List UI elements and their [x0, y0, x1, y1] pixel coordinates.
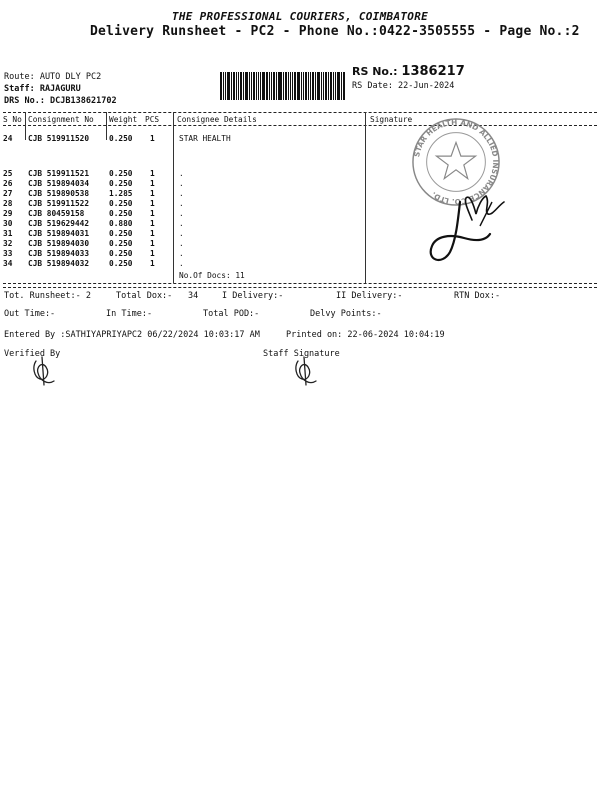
cell-weight: 0.250 [109, 249, 133, 258]
cell-sno: 34 [3, 259, 13, 268]
verifier-initials [28, 355, 58, 387]
cell-consignee: . [179, 249, 184, 258]
out-time: Out Time:- [4, 309, 56, 319]
cell-consignment: CJB 80459158 [28, 209, 85, 218]
barcode-bar [328, 72, 329, 100]
total-dox-value: 34 [188, 291, 199, 301]
staff-label: Staff: RAJAGURU [4, 84, 81, 94]
barcode-bar [333, 72, 334, 100]
barcode-bar [236, 72, 237, 100]
col-header-pcs: PCS [145, 115, 160, 124]
cell-sno: 25 [3, 169, 13, 178]
barcode-bar [271, 72, 272, 100]
delvy-points: Delvy Points:- [310, 309, 382, 319]
no-of-docs: No.Of Docs: 11 [179, 271, 245, 280]
ii-delivery: II Delivery:- [336, 291, 403, 301]
cell-weight: 0.250 [109, 169, 133, 178]
cell-consignee: . [179, 209, 184, 218]
col-header-sno: S No [3, 115, 22, 124]
company-title: THE PROFESSIONAL COURIERS, COIMBATORE [171, 10, 429, 23]
cell-sno: 29 [3, 209, 13, 218]
cell-sno: 30 [3, 219, 13, 228]
cell-consignment: CJB 519894031 [28, 229, 90, 238]
cell-weight: 0.880 [109, 219, 133, 228]
in-time: In Time:- [106, 309, 153, 319]
total-pod: Total POD:- [203, 309, 260, 319]
barcode-bar [253, 72, 255, 100]
cell-consignment: CJB 519894033 [28, 249, 90, 258]
cell-consignment: CJB 519894032 [28, 259, 90, 268]
recipient-signature [420, 180, 520, 270]
cell-sno: 24 [3, 134, 13, 143]
cell-weight: 0.250 [109, 199, 133, 208]
barcode-bar [243, 72, 244, 100]
barcode-bar [251, 72, 252, 100]
staff-signature-label: Staff Signature [263, 349, 340, 359]
rs-number [352, 64, 465, 79]
i-delivery: I Delivery:- [222, 291, 284, 301]
cell-sno: 32 [3, 239, 13, 248]
cell-pcs: 1 [150, 259, 155, 268]
cell-consignment: CJB 519894030 [28, 239, 90, 248]
col-divider [106, 112, 107, 140]
barcode-bar [315, 72, 316, 100]
barcode-bar [308, 72, 309, 100]
tot-runsheet: Tot. Runsheet:- 2 [4, 291, 91, 301]
barcode-bar [305, 72, 307, 100]
barcode-bar [323, 72, 324, 100]
cell-consignee: . [179, 189, 184, 198]
route-label: Route: AUTO DLY PC2 [4, 72, 102, 82]
total-dox-label: Total Dox:- [116, 291, 173, 301]
barcode-bar [231, 72, 232, 100]
barcode-bar [245, 72, 248, 100]
cell-consignee: . [179, 219, 184, 228]
table-bottom-line [3, 283, 597, 284]
barcode-bar [343, 72, 345, 100]
barcode-bar [317, 72, 320, 100]
verified-by-label: Verified By [4, 349, 61, 359]
cell-consignee: . [179, 169, 184, 178]
cell-consignment: CJB 519911522 [28, 199, 90, 208]
table-header-line [3, 125, 597, 126]
totals-separator [3, 287, 597, 288]
barcode-bar [292, 72, 293, 100]
barcode-bar [279, 72, 282, 100]
cell-sno: 27 [3, 189, 13, 198]
cell-consignee: STAR HEALTH [179, 134, 231, 143]
cell-consignment: CJB 519890538 [28, 189, 90, 198]
barcode-bar [301, 72, 302, 100]
barcode-bar [227, 72, 230, 100]
barcode-bar [303, 72, 304, 100]
entered-by: Entered By :SATHIYAPRIYAPC2 06/22/2024 10:03:17 AM [4, 330, 260, 340]
cell-sno: 28 [3, 199, 13, 208]
cell-consignee: . [179, 199, 184, 208]
barcode-bar [341, 72, 342, 100]
runsheet-title: Delivery Runsheet - PC2 - Phone No.:0422-3505555 - Page No.:2 [90, 24, 580, 39]
barcode-bar [225, 72, 226, 100]
col-divider [25, 112, 26, 140]
barcode-bar [278, 72, 279, 100]
cell-consignee: . [179, 259, 184, 268]
barcode-bar [335, 72, 336, 100]
cell-consignment: CJB 519911520 [28, 134, 90, 143]
barcode-bar [297, 72, 300, 100]
cell-pcs: 1 [150, 219, 155, 228]
col-header-consignee: Consignee Details [177, 115, 257, 124]
barcode-bar [337, 72, 340, 100]
barcode-bar [330, 72, 332, 100]
barcode-bar [276, 72, 277, 100]
barcode-bar [312, 72, 314, 100]
barcode-bar [266, 72, 268, 100]
printed-on: Printed on: 22-06-2024 10:04:19 [286, 330, 445, 340]
barcode-bar [285, 72, 287, 100]
cell-pcs: 1 [150, 239, 155, 248]
barcode-bar [288, 72, 289, 100]
cell-pcs: 1 [150, 169, 155, 178]
col-header-signature: Signature [370, 115, 413, 124]
cell-weight: 1.285 [109, 189, 133, 198]
cell-weight: 0.250 [109, 209, 133, 218]
star-icon [436, 142, 475, 178]
barcode-bar [233, 72, 235, 100]
rtn-dox: RTN Dox:- [454, 291, 501, 301]
rs-number-value: 1386217 [401, 64, 465, 79]
col-header-consignment: Consignment No [28, 115, 94, 124]
cell-pcs: 1 [150, 134, 155, 143]
col-header-weight: Weight [109, 115, 138, 124]
cell-weight: 0.250 [109, 134, 133, 143]
cell-pcs: 1 [150, 229, 155, 238]
cell-sno: 33 [3, 249, 13, 258]
cell-weight: 0.250 [109, 229, 133, 238]
barcode-bar [238, 72, 239, 100]
table-top-line [3, 112, 597, 113]
barcode-bar [273, 72, 275, 100]
barcode-bar [310, 72, 311, 100]
cell-consignee: . [179, 239, 184, 248]
cell-pcs: 1 [150, 179, 155, 188]
rs-number-label: RS No.: [352, 65, 398, 78]
barcode-bar [223, 72, 224, 100]
barcode-bar [290, 72, 291, 100]
cell-weight: 0.250 [109, 179, 133, 188]
barcode-bar [321, 72, 322, 100]
cell-consignment: CJB 519894034 [28, 179, 90, 188]
barcode-bar [283, 72, 284, 100]
drs-number: DRS No.: DCJB138621702 [4, 96, 117, 106]
col-divider [173, 112, 174, 283]
cell-consignee: . [179, 229, 184, 238]
barcode-bar [262, 72, 265, 100]
barcode-bar [269, 72, 270, 100]
barcode-bar [256, 72, 257, 100]
cell-consignee: . [179, 179, 184, 188]
cell-weight: 0.250 [109, 239, 133, 248]
staff-initials [290, 355, 320, 387]
col-divider [365, 112, 366, 283]
cell-pcs: 1 [150, 189, 155, 198]
cell-sno: 31 [3, 229, 13, 238]
cell-sno: 26 [3, 179, 13, 188]
cell-pcs: 1 [150, 249, 155, 258]
stamp-text: STAR HEALTH AND ALLIED INSURANCE CO. LTD. [412, 117, 501, 207]
barcode-bar [294, 72, 296, 100]
cell-consignment: CJB 519629442 [28, 219, 90, 228]
cell-weight: 0.250 [109, 259, 133, 268]
cell-pcs: 1 [150, 199, 155, 208]
barcode-bar [220, 72, 222, 100]
barcode-bar [258, 72, 259, 100]
barcode-bar [325, 72, 327, 100]
rs-date: RS Date: 22-Jun-2024 [352, 81, 455, 91]
barcode-bar [240, 72, 242, 100]
cell-pcs: 1 [150, 209, 155, 218]
barcode-bar [260, 72, 261, 100]
barcode-bar [249, 72, 250, 100]
barcode [220, 72, 346, 100]
cell-consignment: CJB 519911521 [28, 169, 90, 178]
